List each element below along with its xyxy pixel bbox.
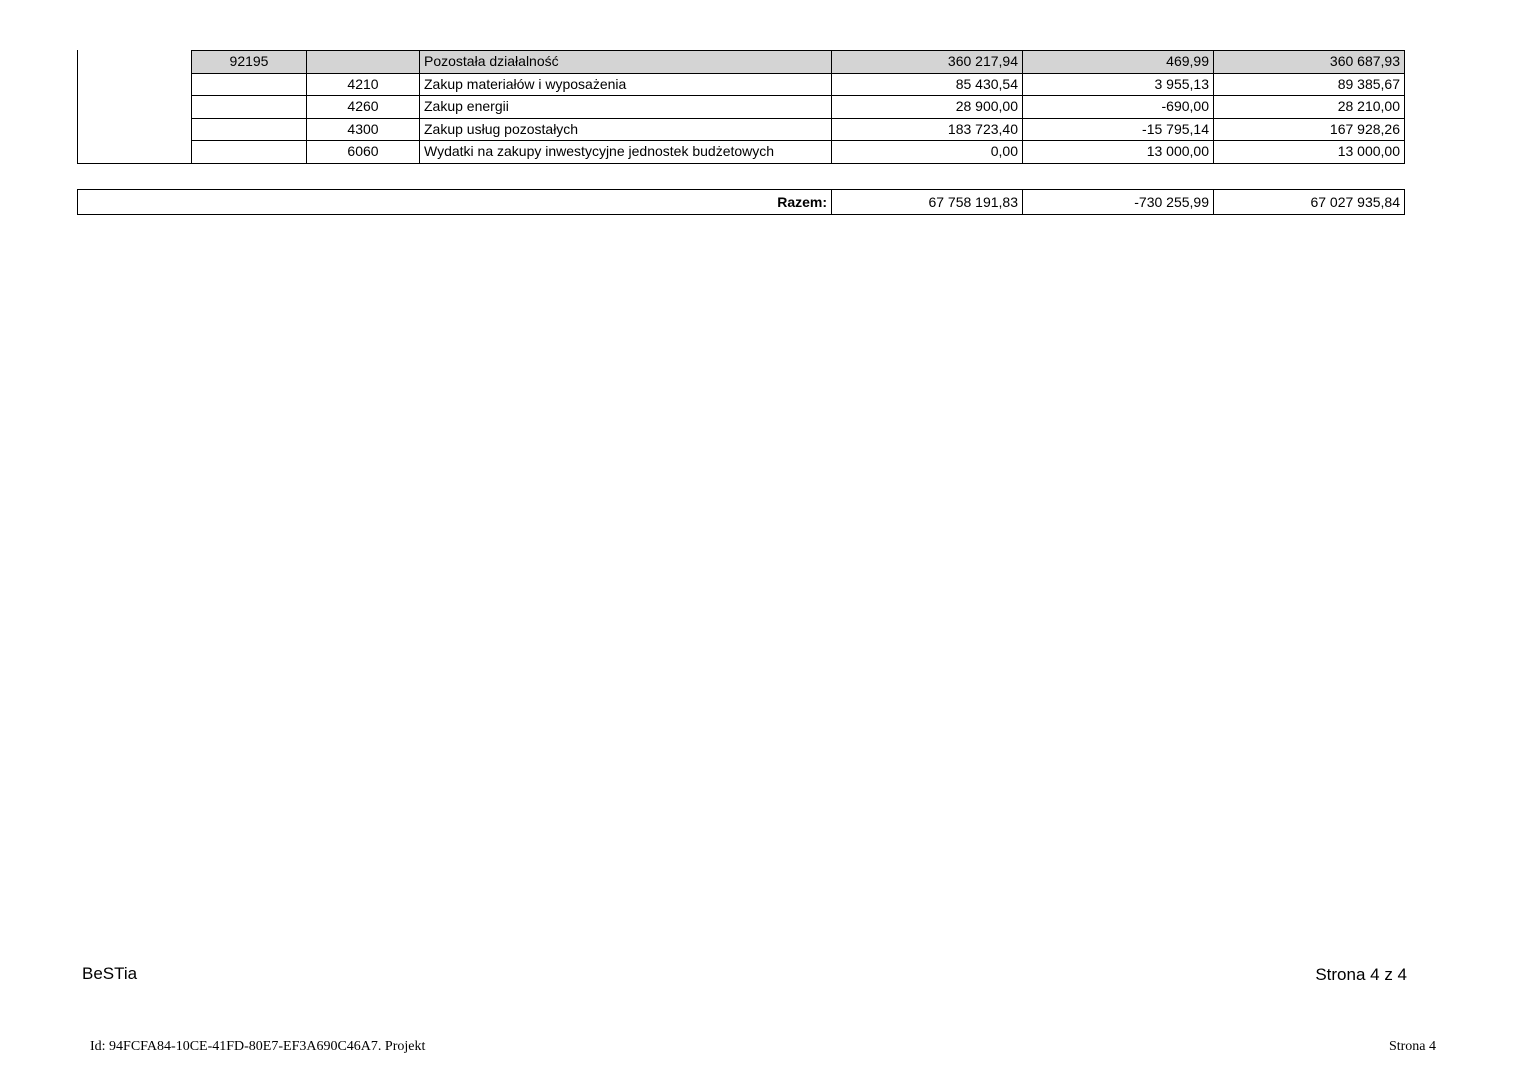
row-change: -690,00 <box>1023 96 1214 119</box>
row-after: 89 385,67 <box>1214 73 1405 96</box>
table-continuation-border <box>77 50 78 163</box>
row-plan: 85 430,54 <box>832 73 1023 96</box>
row-name: Zakup usług pozostałych <box>420 118 832 141</box>
table-row <box>192 96 1405 119</box>
row-paragraph: 6060 <box>307 141 420 164</box>
row-code <box>192 96 307 119</box>
table-continuation-bottom <box>77 163 192 164</box>
row-code <box>192 73 307 96</box>
total-change: -730 255,99 <box>1023 190 1214 215</box>
total-row <box>78 190 1405 215</box>
row-code <box>192 141 307 164</box>
row-plan: 28 900,00 <box>832 96 1023 119</box>
row-paragraph: 4300 <box>307 118 420 141</box>
section-code: 92195 <box>192 51 307 74</box>
table-row <box>192 118 1405 141</box>
row-plan: 183 723,40 <box>832 118 1023 141</box>
table-row <box>192 141 1405 164</box>
row-paragraph: 4210 <box>307 73 420 96</box>
section-after: 360 687,93 <box>1214 51 1405 74</box>
footer-app-name: BeSTia <box>82 964 138 983</box>
row-name: Wydatki na zakupy inwestycyjne jednostek budżetowych <box>420 141 832 164</box>
document-page-number: Strona 4 <box>1388 1039 1436 1054</box>
row-after: 167 928,26 <box>1214 118 1405 141</box>
row-plan: 0,00 <box>832 141 1023 164</box>
row-change: 13 000,00 <box>1023 141 1214 164</box>
row-name: Zakup energii <box>420 96 832 119</box>
document-id: Id: 94FCFA84-10CE-41FD-80E7-EF3A690C46A7. Projekt <box>90 1039 426 1054</box>
total-label: Razem: <box>78 190 832 215</box>
row-after: 13 000,00 <box>1214 141 1405 164</box>
row-change: 3 955,13 <box>1023 73 1214 96</box>
row-change: -15 795,14 <box>1023 118 1214 141</box>
total-after: 67 027 935,84 <box>1214 190 1405 215</box>
table-row <box>192 73 1405 96</box>
row-paragraph: 4260 <box>307 96 420 119</box>
budget-table <box>191 50 1405 164</box>
row-after: 28 210,00 <box>1214 96 1405 119</box>
row-code <box>192 118 307 141</box>
total-plan: 67 758 191,83 <box>832 190 1023 215</box>
section-plan: 360 217,94 <box>832 51 1023 74</box>
section-change: 469,99 <box>1023 51 1214 74</box>
row-name: Zakup materiałów i wyposażenia <box>420 73 832 96</box>
section-paragraph <box>307 51 420 74</box>
section-name: Pozostała działalność <box>420 51 832 74</box>
section-row <box>192 51 1405 74</box>
total-table <box>77 189 1405 215</box>
footer-page-label: Strona 4 z 4 <box>1315 965 1407 984</box>
